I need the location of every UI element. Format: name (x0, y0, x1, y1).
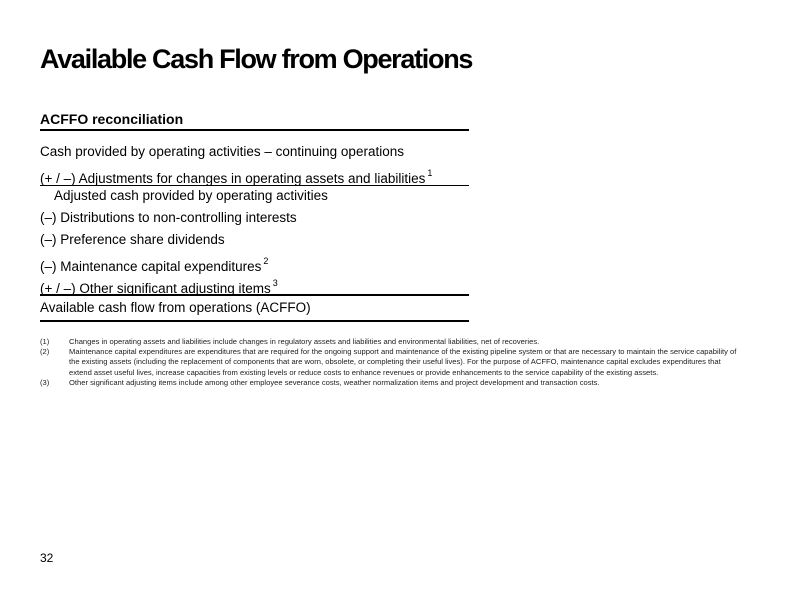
row-label: Adjusted cash provided by operating activities (54, 188, 328, 203)
page-number: 32 (40, 551, 54, 565)
table-row (40, 252, 469, 274)
table-row (40, 186, 469, 208)
table-row (40, 164, 469, 186)
row-label: (–) Maintenance capital expenditures (40, 259, 262, 274)
table-rows (40, 142, 469, 322)
row-label: (–) Distributions to non-controlling interests (40, 210, 297, 225)
footnote-marker: 2 (263, 256, 269, 266)
table-total-row (40, 296, 469, 322)
footnotes (40, 337, 745, 388)
table-row (40, 274, 469, 296)
footnote-number: (1) (40, 337, 50, 346)
row-label: (–) Preference share dividends (40, 232, 225, 247)
footnote-number: (2) (40, 347, 50, 357)
footnote (40, 347, 745, 378)
table-header: ACFFO reconciliation (40, 110, 469, 131)
row-label: (+ / –) Other significant adjusting items (40, 281, 271, 296)
footnote (40, 337, 745, 347)
table-row (40, 208, 469, 230)
footnote-marker: 3 (272, 278, 278, 288)
page-title: Available Cash Flow from Operations (40, 44, 473, 74)
acffo-reconciliation-table (40, 110, 469, 322)
footnote-text: Changes in operating assets and liabilities include changes in regulatory assets and liabilities and environmental liabilities, net of recoveries. (69, 337, 540, 346)
footnote-marker: 1 (427, 168, 433, 178)
footnote-text: Maintenance capital expenditures are expenditures that are required for the ongoing support and maintenance of the existing pipeline system or that are necessary to maintain the service capability of the existing assets (including the replacement of components that are worn, obsolete, or completing their useful lives). For the purpose of ACFFO, maintenance capital excludes expenditures that extend asset useful lives, increase capacities from existing levels or reduce costs to enhance revenues or provide enhancements to the service capability of the existing assets. (69, 347, 737, 377)
footnote-number: (3) (40, 377, 50, 387)
row-label: Available cash flow from operations (ACFFO) (40, 300, 311, 315)
row-label: Cash provided by operating activities – continuing operations (40, 144, 404, 159)
table-row (40, 230, 469, 252)
row-label: (+ / –) Adjustments for changes in operating assets and liabilities (40, 171, 426, 186)
footnote (40, 378, 745, 388)
table-row (40, 142, 469, 164)
footnote-text: Other significant adjusting items include among other employee severance costs, weather normalization items and project development and transaction costs. (69, 377, 600, 387)
